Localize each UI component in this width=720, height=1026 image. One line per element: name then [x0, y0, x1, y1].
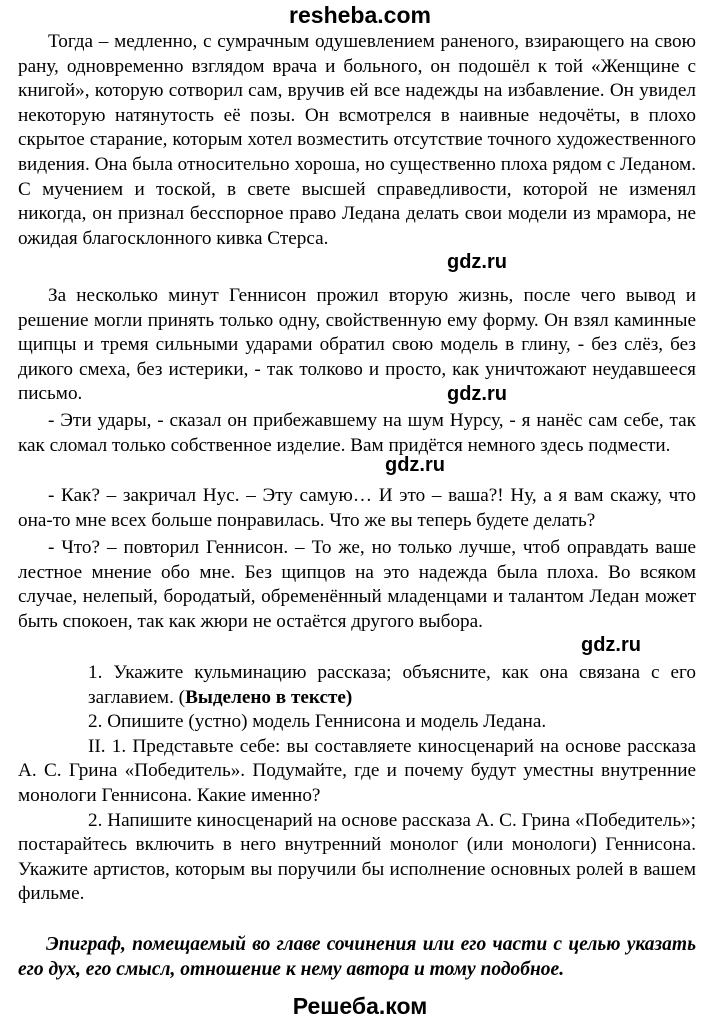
paragraph: Тогда – медленно, с сумрачным одушевлением раненого, взирающего на свою рану, одновременно взглядом врача и больного, он подошёл к той «Женщине с книгой», которую сотворил сам, вручив ей все надежды на избавление. Он увидел некоторую натянутость её позы. Он всмотрелся в наивные недочёты, в плохо скрытое старание, которым хотел возместить отсутствие точного художественного видения. Она была относительно хороша, но существенно плоха рядом с Леданом. С мучением и тоской, в свете высшей справедливости, которой не изменял никогда, он признал бесспорное право Ледана делать свои модели из мрамора, не ожидая благосклонного кивка Стерса.: [18, 31, 696, 249]
story-text-5: [18, 536, 696, 634]
story-text-4: [18, 484, 696, 533]
question-2: 2. Опишите (устно) модель Геннисона и модель Ледана.: [88, 711, 547, 733]
story-text-2: [18, 284, 696, 407]
story-text: [18, 30, 696, 251]
question-3: II. 1. Представьте себе: вы составляете киносценарий на основе рассказа А. С. Грина «Победитель». Подумайте, где и почему будут уместны внутренние монологи Геннисона. Какие именно?: [18, 735, 696, 806]
story-text-3: [18, 409, 696, 458]
gdz-watermark: gdz.ru: [385, 454, 445, 476]
watermark-bottom: Решеба.ком: [292, 993, 428, 1019]
questions-block: [18, 661, 696, 907]
question-1: [18, 661, 696, 710]
gdz-watermark: gdz.ru: [581, 634, 641, 656]
paragraph: - Как? – закричал Нус. – Эту самую… И это – ваша?! Ну, а я вам скажу, что она-то мне всех больше понравилась. Что же вы теперь будете делать?: [18, 485, 696, 531]
epigraph-definition: Эпиграф, помещаемый во главе сочинения или его части с целью указать его дух, его смысл, отношение к нему автора и тому подобное.: [18, 934, 696, 980]
paragraph: - Эти удары, - сказал он прибежавшему на шум Нурсу, - я нанёс сам себе, так как сломал только собственное изделие. Вам придётся немного здесь подмести.: [18, 410, 696, 456]
gdz-watermark: gdz.ru: [447, 383, 507, 405]
question-1-bold: Выделено в тексте): [185, 686, 353, 708]
paragraph: - Что? – повторил Геннисон. – То же, но только лучше, чтоб оправдать ваше лестное мнение обо мне. Без щипцов на это надежда была плоха. Во всяком случае, нелепый, бородатый, обременённый младенцами и талантом Ледан может быть спокоен, так как жюри не остаётся другого выбора.: [18, 537, 696, 632]
question-4: 2. Напишите киносценарий на основе рассказа А. С. Грина «Победитель»; постарайтесь включить в него внутренний монолог (или монологи) Геннисона. Укажите артистов, которым вы поручили бы исполнение основных ролей в вашем фильме.: [18, 809, 696, 905]
watermark-top: resheba.com: [289, 2, 431, 28]
gdz-watermark: gdz.ru: [447, 251, 507, 273]
question-1-text: 1. Укажите кульминацию рассказа; объясните, как она связана с его заглавием. (: [88, 662, 696, 708]
paragraph: За несколько минут Геннисон прожил вторую жизнь, после чего вывод и решение могли принять только одну, свойственную ему форму. Он взял каминные щипцы и тремя сильными ударами обратил свою модель в глину, - без слёз, без дикого смеха, без истерики, - так толково и просто, как уничтожают неудавшееся письмо.: [18, 285, 696, 405]
